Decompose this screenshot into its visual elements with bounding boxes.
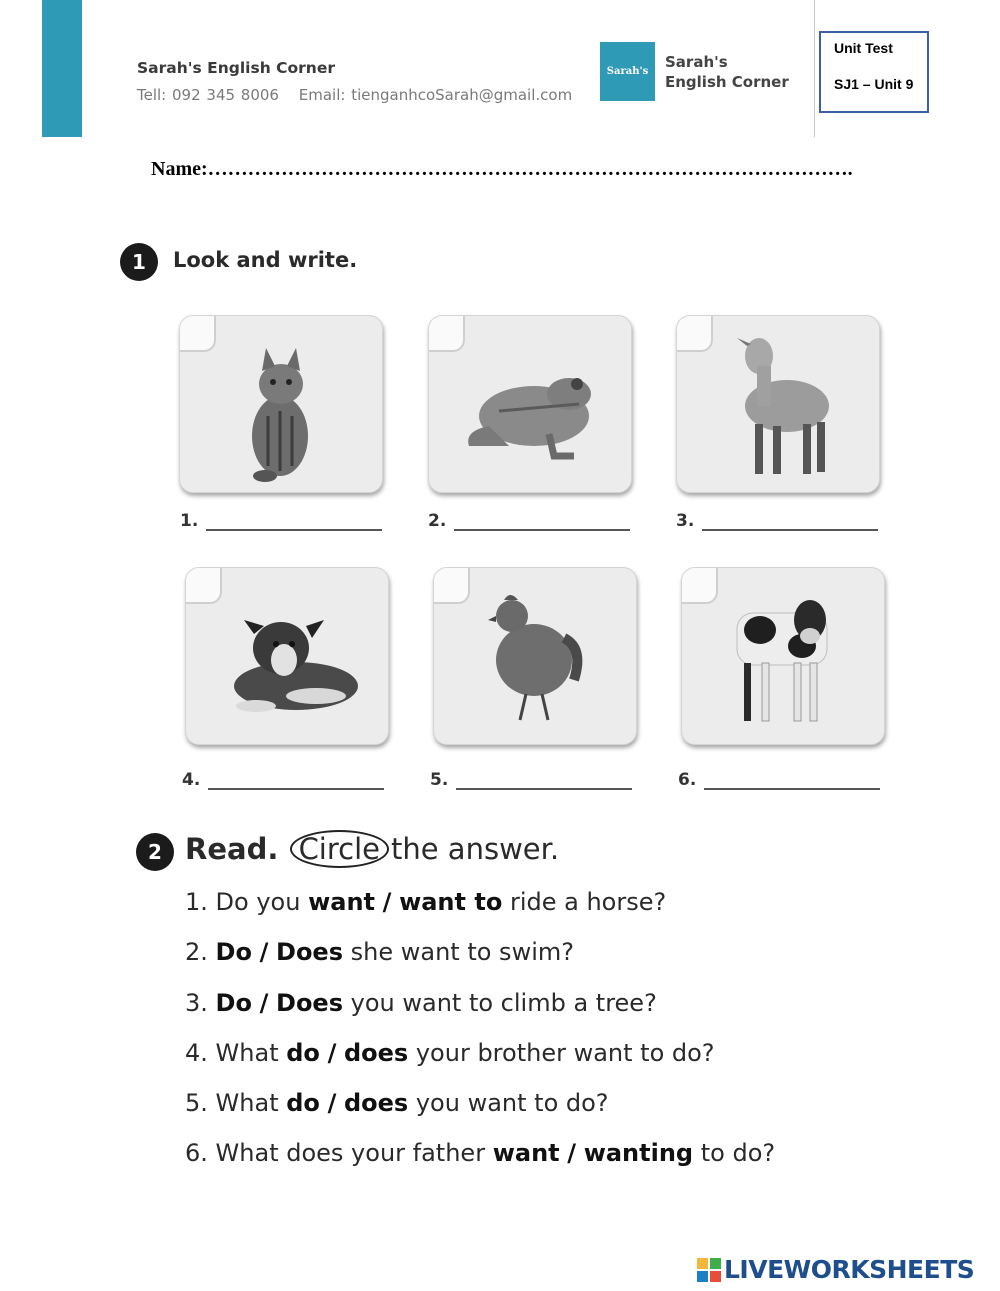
- answer-option[interactable]: want: [492, 1139, 560, 1168]
- chicken-picture-card: [433, 567, 637, 745]
- question-text: What does your father: [215, 1139, 486, 1168]
- answer-option[interactable]: Do: [215, 988, 252, 1017]
- test-unit: SJ1 – Unit 9: [834, 76, 914, 92]
- question-number: 6.: [185, 1139, 208, 1168]
- question-row: [185, 938, 775, 988]
- answer-blank-3[interactable]: [676, 511, 878, 531]
- question-text: What: [215, 1038, 279, 1067]
- title-circle: Circle: [290, 830, 389, 868]
- logo-square: [697, 1271, 708, 1282]
- answer-number: 5.: [430, 770, 449, 790]
- option-separator: /: [567, 1139, 577, 1168]
- goat-picture-card: [676, 315, 880, 493]
- answer-number: 4.: [182, 770, 201, 790]
- answer-option[interactable]: want: [308, 888, 376, 916]
- logo-square: [697, 1258, 708, 1269]
- question-text: to do?: [700, 1139, 776, 1168]
- question-text: your brother want to do?: [415, 1038, 715, 1067]
- student-name-field[interactable]: Name:…………………………………………………………………………………….: [151, 158, 853, 180]
- unit-test-box: [819, 31, 929, 113]
- answer-option[interactable]: does: [343, 1038, 409, 1067]
- question-text: you want to climb a tree?: [350, 988, 657, 1017]
- question-number: 3.: [185, 988, 208, 1017]
- question-row: [185, 989, 775, 1039]
- question-row: [185, 888, 775, 938]
- header-accent-bar: [42, 0, 82, 137]
- card-corner-tab: [682, 568, 718, 604]
- phone-text: Tell: 092 345 8006: [137, 86, 279, 104]
- answer-option[interactable]: do: [286, 1089, 320, 1118]
- question-text: ride a horse?: [509, 888, 667, 916]
- card-corner-tab: [429, 316, 465, 352]
- option-separator: /: [327, 1038, 337, 1067]
- answer-number: 3.: [676, 511, 695, 531]
- answer-blank-2[interactable]: [428, 511, 630, 531]
- question-number: 4.: [185, 1038, 208, 1067]
- logo-text: [665, 52, 789, 92]
- answer-option[interactable]: wanting: [583, 1139, 694, 1168]
- question-row: [185, 1139, 775, 1189]
- question-number: 5.: [185, 1089, 208, 1118]
- section-2-badge: 2: [136, 833, 174, 871]
- question-row: [185, 1089, 775, 1139]
- answer-number: 1.: [180, 511, 199, 531]
- title-read: Read.: [185, 832, 279, 866]
- option-separator: /: [259, 988, 269, 1017]
- cat-picture-card: [179, 315, 383, 493]
- question-text: she want to swim?: [350, 938, 574, 967]
- card-corner-tab: [434, 568, 470, 604]
- section-1-title: Look and write.: [173, 248, 358, 272]
- answer-number: 6.: [678, 770, 697, 790]
- test-title: Unit Test: [834, 40, 893, 56]
- answer-blank-4[interactable]: [182, 770, 384, 790]
- answer-blank-5[interactable]: [430, 770, 632, 790]
- card-corner-tab: [180, 316, 216, 352]
- option-separator: /: [259, 938, 269, 967]
- logo-line-1: Sarah's: [665, 53, 728, 71]
- card-corner-tab: [186, 568, 222, 604]
- answer-option[interactable]: Do: [215, 938, 252, 967]
- title-rest: the answer.: [391, 832, 560, 866]
- question-text: you want to do?: [415, 1089, 609, 1118]
- answer-blank-1[interactable]: [180, 511, 382, 531]
- question-text: Do you: [215, 888, 301, 916]
- section-2-title: [185, 830, 559, 868]
- email-text: Email: tienganhcoSarah@gmail.com: [298, 86, 573, 104]
- question-row: [185, 1039, 775, 1089]
- header-divider: [814, 0, 815, 137]
- answer-option[interactable]: Does: [276, 938, 343, 967]
- liveworksheets-brand: LIVEWORKSHEETS: [724, 1255, 975, 1284]
- answer-option[interactable]: do: [286, 1038, 320, 1067]
- logo-line-2: English Corner: [665, 73, 789, 91]
- liveworksheets-squares-icon: [697, 1258, 721, 1282]
- answer-option[interactable]: Does: [276, 988, 343, 1017]
- option-separator: /: [382, 888, 392, 916]
- dog-picture-card: [185, 567, 389, 745]
- logo-square: [710, 1258, 721, 1269]
- logo-mark: Sarah's: [600, 42, 655, 101]
- cow-picture-card: [681, 567, 885, 745]
- question-number: 1.: [185, 888, 208, 916]
- answer-option[interactable]: does: [343, 1089, 409, 1118]
- org-contact: [137, 86, 572, 104]
- answer-number: 2.: [428, 511, 447, 531]
- option-separator: /: [327, 1089, 337, 1118]
- answer-blank-6[interactable]: [678, 770, 880, 790]
- section-1-badge: 1: [120, 243, 158, 281]
- logo-square: [710, 1271, 721, 1282]
- answer-option[interactable]: want to: [399, 888, 503, 916]
- card-corner-tab: [677, 316, 713, 352]
- liveworksheets-logo[interactable]: [697, 1255, 974, 1284]
- question-number: 2.: [185, 938, 208, 967]
- question-list: [185, 888, 775, 1190]
- question-text: What: [215, 1089, 279, 1118]
- org-name: Sarah's English Corner: [137, 59, 335, 77]
- frog-picture-card: [428, 315, 632, 493]
